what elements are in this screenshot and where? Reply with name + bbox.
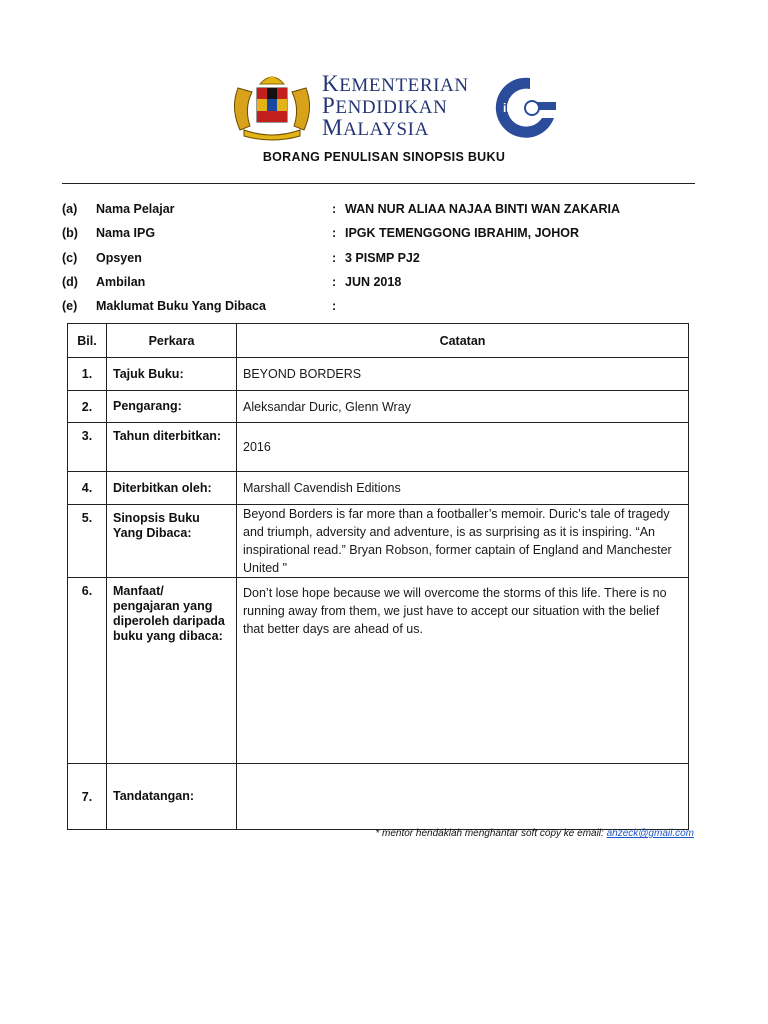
field-code: (e)	[62, 299, 78, 313]
field-colon: :	[332, 202, 337, 216]
field-code: (c)	[62, 251, 78, 265]
field-value: WAN NUR ALIAA NAJAA BINTI WAN ZAKARIA	[345, 202, 620, 216]
table-row	[68, 423, 689, 472]
signature-cell	[237, 764, 689, 830]
form-title: BORANG PENULISAN SINOPSIS BUKU	[262, 150, 506, 164]
row-bil: 7.	[68, 764, 107, 830]
header-catatan: Catatan	[237, 324, 689, 358]
field-code: (a)	[62, 202, 78, 216]
row-catatan: 2016	[237, 423, 689, 472]
row-catatan: Aleksandar Duric, Glenn Wray	[237, 391, 689, 423]
field-value: JUN 2018	[345, 275, 402, 289]
field-opsyen	[62, 251, 702, 269]
field-label: Maklumat Buku Yang Dibaca	[96, 299, 266, 313]
field-nama-ipg	[62, 226, 702, 244]
row-bil: 5.	[68, 505, 107, 578]
table-row	[68, 578, 689, 764]
row-perkara: Tajuk Buku:	[107, 358, 237, 391]
field-nama-pelajar	[62, 202, 702, 220]
row-perkara: Sinopsis Buku Yang Dibaca:	[107, 505, 237, 578]
row-catatan: BEYOND BORDERS	[237, 358, 689, 391]
row-bil: 4.	[68, 472, 107, 505]
field-colon: :	[332, 226, 337, 240]
field-label: Ambilan	[96, 275, 146, 289]
ipg-logo-icon	[490, 74, 560, 140]
field-maklumat-buku	[62, 299, 702, 317]
row-perkara: Tandatangan:	[107, 764, 237, 830]
header-perkara: Perkara	[107, 324, 237, 358]
field-value: IPGK TEMENGGONG IBRAHIM, JOHOR	[345, 226, 580, 240]
row-perkara: Tahun diterbitkan:	[107, 423, 237, 472]
table-row	[68, 358, 689, 391]
table-row	[68, 472, 689, 505]
footnote-text: * mentor hendaklah menghantar soft copy ke email:	[375, 828, 607, 839]
header-bil: Bil.	[68, 324, 107, 358]
row-perkara: Pengarang:	[107, 391, 237, 423]
field-label: Nama IPG	[96, 226, 156, 240]
ministry-line-3: MALAYSIA	[322, 115, 429, 140]
row-bil: 6.	[68, 578, 107, 764]
ministry-wordmark	[322, 71, 492, 140]
row-perkara: Diterbitkan oleh:	[107, 472, 237, 505]
field-colon: :	[332, 251, 337, 265]
field-colon: :	[332, 275, 337, 289]
book-info-table	[67, 323, 689, 830]
footnote	[375, 828, 694, 839]
row-catatan: Beyond Borders is far more than a footballer’s memoir. Duric’s tale of tragedy and triumph, adversity and adventure, is as surprising as it is inspiring. “An inspirational read.” Bryan Robson, former captain of England and Manchester United "	[237, 505, 689, 578]
row-catatan: Marshall Cavendish Editions	[237, 472, 689, 505]
ipg-logo-text: iPG	[503, 101, 524, 115]
row-catatan: Don’t lose hope because we will overcome the storms of this life. There is no running away from them, we just have to accept our situation with the belief that better days are ahead of us.	[237, 578, 689, 764]
row-perkara: Manfaat/ pengajaran yang diperoleh daripada buku yang dibaca:	[107, 578, 237, 764]
row-bil: 3.	[68, 423, 107, 472]
ministry-line-1: KEMENTERIAN	[322, 71, 469, 96]
row-bil: 1.	[68, 358, 107, 391]
field-colon: :	[332, 299, 337, 313]
table-header-row	[68, 324, 689, 358]
mentor-email-link[interactable]: ahzeck@gmail.com	[606, 828, 694, 839]
field-value: 3 PISMP PJ2	[345, 251, 420, 265]
field-code: (d)	[62, 275, 78, 289]
title-divider	[62, 183, 695, 184]
row-bil: 2.	[68, 391, 107, 423]
ministry-line-2: PENDIDIKAN	[322, 93, 448, 118]
table-row	[68, 391, 689, 423]
table-row	[68, 764, 689, 830]
field-label: Nama Pelajar	[96, 202, 175, 216]
field-ambilan	[62, 275, 702, 293]
field-label: Opsyen	[96, 251, 142, 265]
table-row	[68, 505, 689, 578]
coat-of-arms-icon	[230, 70, 314, 142]
field-code: (b)	[62, 226, 78, 240]
